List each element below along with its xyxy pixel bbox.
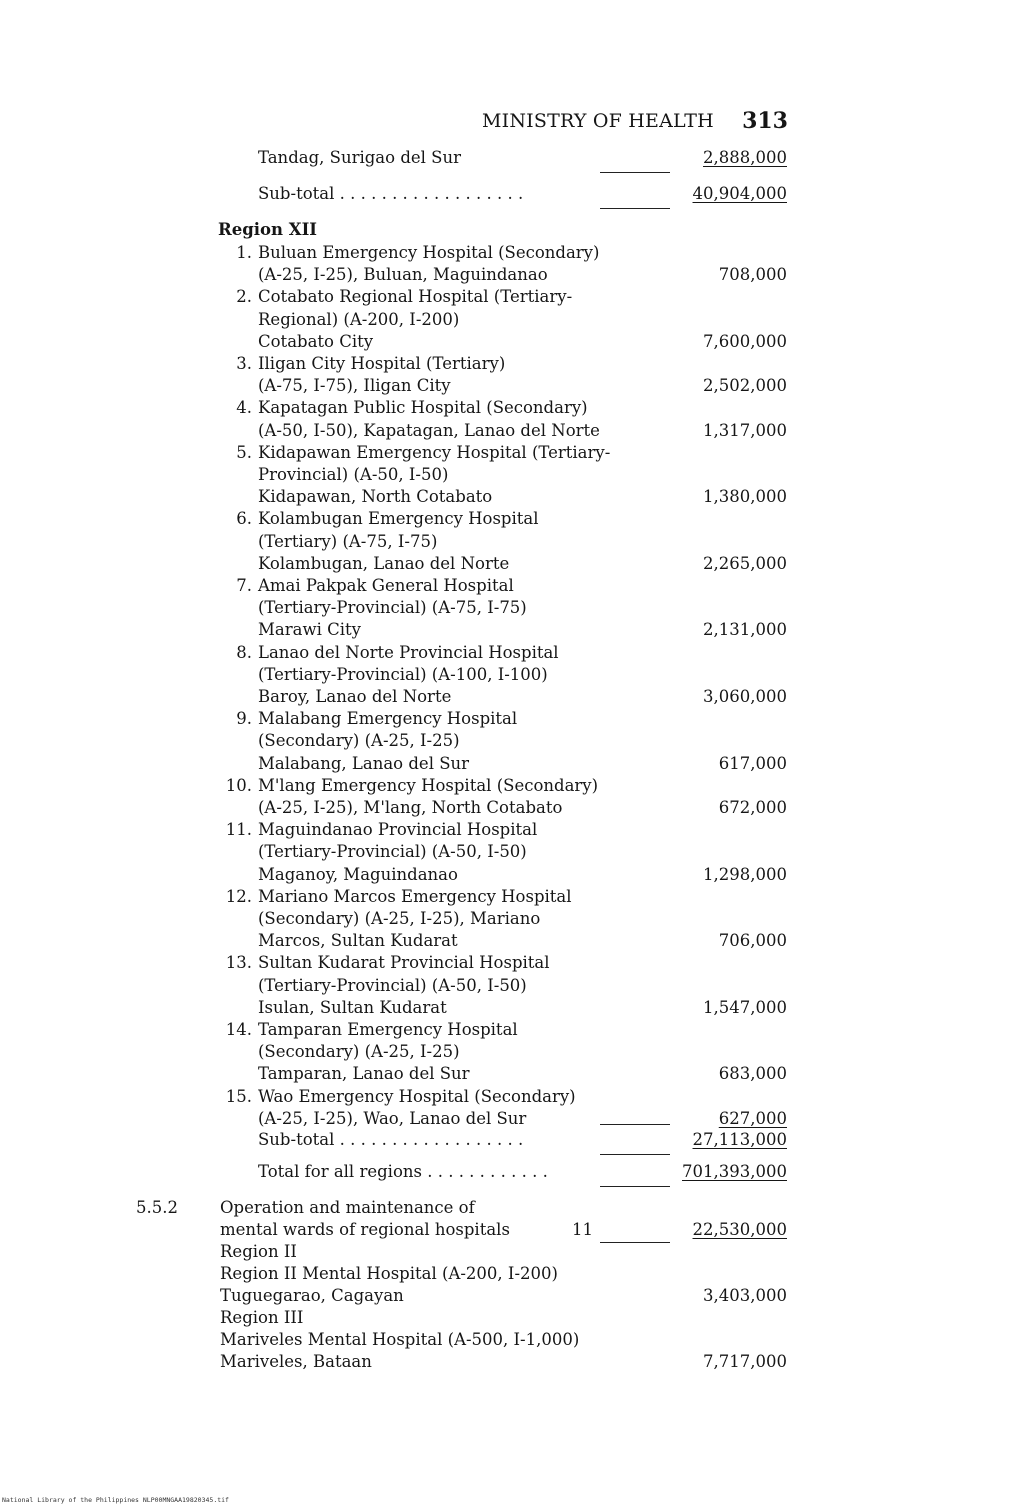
fill-rule — [600, 1186, 670, 1187]
subtotal-row-top — [0, 184, 1019, 206]
item-line — [0, 576, 1019, 598]
item-text: Malabang Emergency Hospital — [258, 709, 518, 729]
tandag-row — [0, 148, 1019, 170]
item-text: Baroy, Lanao del Norte — [258, 687, 452, 706]
item-line — [0, 465, 1019, 487]
item-amount: 683,000 — [718, 1064, 787, 1084]
item-text: (Tertiary) (A-75, I-75) — [258, 531, 438, 551]
fill-rule — [600, 1124, 670, 1125]
item-line — [0, 842, 1019, 864]
item-number: 12. — [225, 886, 252, 906]
section-552-count: 11 — [572, 1220, 593, 1239]
item-number: 6. — [236, 509, 252, 529]
fill-rule — [600, 208, 670, 209]
item-text: Maganoy, Maguindanao — [258, 864, 458, 884]
item-line — [0, 820, 1019, 842]
item-line — [0, 931, 1019, 953]
item-text: (A-75, I-75), Iligan City — [258, 376, 451, 396]
item-line — [0, 1109, 1019, 1131]
item-text: Tamparan, Lanao del Sur — [258, 1064, 470, 1084]
region-iii-line2-row — [0, 1352, 1019, 1374]
item-line — [0, 998, 1019, 1020]
item-text: Tamparan Emergency Hospital — [258, 1020, 518, 1039]
total-label: Total for all regions . . . . . . . . . . . . — [258, 1162, 548, 1181]
item-text: Sultan Kudarat Provincial Hospital — [258, 953, 550, 973]
item-number: 13. — [225, 953, 252, 973]
fill-rule — [600, 172, 670, 173]
running-header — [482, 110, 788, 136]
region-iii-amount: 7,717,000 — [703, 1352, 787, 1371]
region-ii-line1-row — [0, 1264, 1019, 1286]
item-line — [0, 976, 1019, 998]
item-amount: 672,000 — [718, 798, 787, 817]
item-line — [0, 443, 1019, 465]
item-line — [0, 1042, 1019, 1064]
item-text: (Tertiary-Provincial) (A-50, I-50) — [258, 842, 527, 862]
item-line — [0, 887, 1019, 909]
item-line — [0, 1020, 1019, 1042]
item-text: (Secondary) (A-25, I-25) — [258, 1042, 460, 1062]
item-line — [0, 865, 1019, 887]
item-line — [0, 421, 1019, 443]
subtotal-amount-xii: 27,113,000 — [692, 1130, 787, 1149]
region-xii-heading: Region XII — [218, 220, 317, 239]
item-line — [0, 754, 1019, 776]
item-number: 8. — [236, 642, 252, 662]
item-line — [0, 243, 1019, 265]
tandag-amount: 2,888,000 — [703, 148, 787, 167]
item-amount: 2,502,000 — [703, 376, 787, 396]
region-ii-line2-row — [0, 1286, 1019, 1308]
item-number: 2. — [236, 287, 252, 307]
item-line — [0, 287, 1019, 309]
item-line — [0, 354, 1019, 376]
item-text: Buluan Emergency Hospital (Secondary) — [258, 243, 600, 262]
item-number: 5. — [236, 442, 252, 462]
subtotal-row-xii — [0, 1130, 1019, 1152]
total-amount: 701,393,000 — [682, 1162, 787, 1181]
item-text: Malabang, Lanao del Sur — [258, 753, 470, 773]
item-text: Kolambugan Emergency Hospital — [258, 509, 539, 529]
region-iii-line1-row — [0, 1330, 1019, 1352]
item-line — [0, 643, 1019, 665]
item-line — [0, 310, 1019, 332]
item-line — [0, 776, 1019, 798]
item-number: 3. — [236, 354, 252, 373]
item-line — [0, 620, 1019, 642]
item-line — [0, 665, 1019, 687]
item-line — [0, 554, 1019, 576]
item-text: (A-25, I-25), Buluan, Maguindanao — [258, 265, 548, 285]
item-text: Kolambugan, Lanao del Norte — [258, 553, 510, 573]
item-line — [0, 1087, 1019, 1109]
item-line — [0, 332, 1019, 354]
subtotal-label-top: Sub-total . . . . . . . . . . . . . . . . . . — [258, 184, 524, 203]
item-line — [0, 598, 1019, 620]
item-number: 1. — [236, 243, 252, 262]
item-number: 7. — [236, 576, 252, 595]
header-title: MINISTRY OF HEALTH — [482, 110, 714, 132]
section-552-line1: Operation and maintenance of — [220, 1198, 475, 1217]
item-line — [0, 487, 1019, 509]
item-text: Kapatagan Public Hospital (Secondary) — [258, 398, 588, 418]
item-line — [0, 376, 1019, 398]
item-line — [0, 909, 1019, 931]
item-amount: 1,298,000 — [703, 864, 787, 884]
item-text: (Secondary) (A-25, I-25), Mariano — [258, 909, 541, 928]
item-text: (Tertiary-Provincial) (A-50, I-50) — [258, 975, 527, 995]
item-text: Wao Emergency Hospital (Secondary) — [258, 1086, 576, 1106]
item-line — [0, 509, 1019, 531]
section-number: 5.5.2 — [136, 1198, 178, 1217]
item-number: 4. — [236, 398, 252, 418]
item-text: (Secondary) (A-25, I-25) — [258, 731, 460, 751]
item-text: Isulan, Sultan Kudarat — [258, 997, 447, 1017]
region-ii-line1: Region II Mental Hospital (A-200, I-200) — [220, 1264, 558, 1283]
item-text: Kidapawan, North Cotabato — [258, 487, 493, 507]
region-xii-heading-row — [0, 220, 1019, 242]
item-number: 10. — [225, 775, 252, 795]
region-iii-line2: Mariveles, Bataan — [220, 1352, 372, 1371]
region-ii-line2: Tuguegarao, Cagayan — [220, 1286, 404, 1305]
item-line — [0, 687, 1019, 709]
item-amount: 7,600,000 — [703, 331, 787, 351]
item-text: Provincial) (A-50, I-50) — [258, 465, 449, 484]
subtotal-label-xii: Sub-total . . . . . . . . . . . . . . . . . . — [258, 1130, 524, 1149]
item-text: (A-25, I-25), Wao, Lanao del Sur — [258, 1108, 527, 1128]
item-text: Maguindanao Provincial Hospital — [258, 820, 538, 840]
item-text: Marawi City — [258, 620, 361, 640]
item-text: (A-50, I-50), Kapatagan, Lanao del Norte — [258, 420, 600, 440]
region-ii-heading: Region II — [220, 1242, 297, 1261]
item-amount: 617,000 — [718, 753, 787, 773]
region-ii-heading-row — [0, 1242, 1019, 1264]
item-text: (A-25, I-25), M'lang, North Cotabato — [258, 798, 563, 817]
item-text: Cotabato City — [258, 331, 374, 351]
region-iii-heading: Region III — [220, 1308, 304, 1327]
item-amount: 3,060,000 — [703, 687, 787, 706]
item-text: Iligan City Hospital (Tertiary) — [258, 354, 506, 373]
item-number: 9. — [236, 709, 252, 729]
item-text: (Tertiary-Provincial) (A-100, I-100) — [258, 664, 548, 684]
item-number: 11. — [225, 820, 252, 840]
item-amount: 1,547,000 — [703, 997, 787, 1017]
item-text: Lanao del Norte Provincial Hospital — [258, 642, 559, 662]
item-line — [0, 798, 1019, 820]
item-amount: 2,131,000 — [703, 620, 787, 640]
section-552-line1-row — [0, 1198, 1019, 1220]
section-552-amount: 22,530,000 — [692, 1220, 787, 1239]
region-iii-heading-row — [0, 1308, 1019, 1330]
section-552-line2-row — [0, 1220, 1019, 1242]
item-text: Kidapawan Emergency Hospital (Tertiary- — [258, 442, 611, 462]
item-text: Cotabato Regional Hospital (Tertiary- — [258, 287, 573, 307]
subtotal-amount-top: 40,904,000 — [692, 184, 787, 203]
tandag-label: Tandag, Surigao del Sur — [258, 148, 461, 167]
item-number: 14. — [225, 1020, 252, 1039]
total-row — [0, 1162, 1019, 1184]
item-amount: 1,380,000 — [703, 487, 787, 507]
item-amount: 708,000 — [718, 265, 787, 285]
region-ii-amount: 3,403,000 — [703, 1286, 787, 1305]
item-line — [0, 731, 1019, 753]
item-text: (Tertiary-Provincial) (A-75, I-75) — [258, 598, 527, 618]
item-amount: 1,317,000 — [703, 420, 787, 440]
section-552-line2: mental wards of regional hospitals — [220, 1220, 510, 1239]
region-iii-line1: Mariveles Mental Hospital (A-500, I-1,000) — [220, 1330, 580, 1349]
item-text: Amai Pakpak General Hospital — [258, 576, 514, 595]
fill-rule — [600, 1154, 670, 1155]
item-number: 15. — [225, 1086, 252, 1106]
page-number: 313 — [742, 108, 788, 134]
item-line — [0, 265, 1019, 287]
item-line — [0, 532, 1019, 554]
item-text: M'lang Emergency Hospital (Secondary) — [258, 775, 599, 795]
item-text: Regional) (A-200, I-200) — [258, 309, 460, 329]
item-line — [0, 398, 1019, 420]
item-amount: 2,265,000 — [703, 553, 787, 573]
scan-footer: National Library of the Philippines NLP00MNGAA19820345.tif — [2, 1496, 229, 1504]
item-amount: 706,000 — [718, 931, 787, 951]
item-line — [0, 1064, 1019, 1086]
item-text: Marcos, Sultan Kudarat — [258, 931, 458, 951]
item-text: Mariano Marcos Emergency Hospital — [258, 886, 572, 906]
item-line — [0, 709, 1019, 731]
item-amount: 627,000 — [718, 1108, 787, 1128]
item-line — [0, 953, 1019, 975]
